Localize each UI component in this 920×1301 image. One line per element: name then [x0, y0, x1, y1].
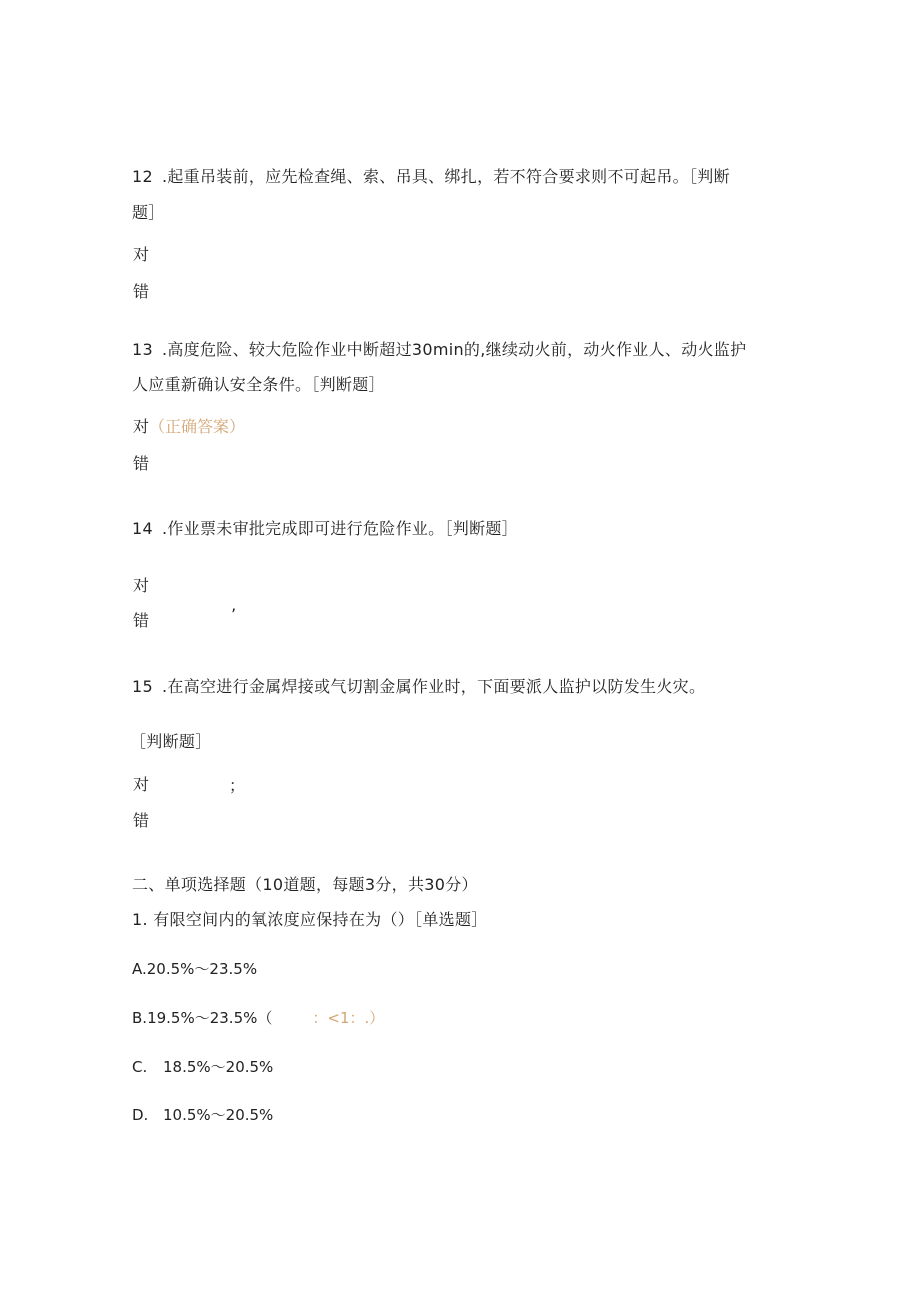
mc-question-text: 1. 有限空间内的氧浓度应保持在为（）［单选题］: [132, 910, 488, 929]
question-text: .在高空进行金属焊接或气切割金属作业时，下面要派人监护以防发生火灾。: [162, 677, 706, 696]
question-15-line-1: [132, 676, 705, 698]
question-number: 12: [132, 167, 153, 186]
choice-d[interactable]: [132, 1104, 273, 1126]
question-13-line-2: 人应重新确认安全条件。［判断题］: [132, 375, 385, 394]
question-number: 14: [132, 519, 153, 538]
choice-value: 19.5%～23.5%（: [147, 1009, 273, 1027]
choice-label: D.: [132, 1106, 149, 1124]
question-15-line-2: ［判断题］: [130, 732, 212, 751]
question-number: 13: [132, 340, 153, 359]
question-text: .高度危险、较大危险作业中断超过30min的,继续动火前，动火作业人、动火监护: [162, 340, 747, 359]
choice-value: 20.5%～23.5%: [146, 960, 258, 978]
option-true[interactable]: 对: [133, 245, 150, 264]
choice-value: 10.5%～20.5%: [163, 1106, 274, 1124]
question-14-line-1: [132, 518, 518, 540]
section-title: 二、单项选择题（10道题，每题3分，共30分）: [132, 875, 478, 894]
option-false[interactable]: 错: [133, 611, 150, 630]
correct-answer-note: ：<1：.）: [312, 1009, 385, 1027]
choice-label: C.: [132, 1058, 148, 1076]
choice-label: B.: [132, 1009, 148, 1027]
choice-label: A.: [132, 960, 147, 978]
question-12-line-1: [132, 166, 730, 188]
correct-answer-note: （正确答案）: [149, 417, 246, 436]
choice-c[interactable]: [132, 1056, 273, 1078]
stray-mark: ；: [229, 776, 246, 795]
option-false[interactable]: 错: [133, 811, 150, 830]
option-false[interactable]: 错: [133, 454, 150, 473]
question-text: .作业票未审批完成即可进行危险作业。［判断题］: [162, 519, 518, 538]
option-false[interactable]: 错: [133, 282, 150, 301]
option-label: 对: [133, 417, 150, 436]
choice-value: 18.5%～20.5%: [163, 1058, 274, 1076]
option-true[interactable]: 对: [133, 576, 150, 595]
question-number: 15: [132, 677, 153, 696]
option-true[interactable]: [133, 416, 245, 438]
choice-a[interactable]: [132, 958, 257, 980]
question-12-line-2: 题］: [132, 203, 165, 222]
option-true[interactable]: 对: [133, 775, 150, 794]
stray-mark: ’: [231, 605, 237, 624]
question-text: .起重吊装前，应先检查绳、索、吊具、绑扎，若不符合要求则不可起吊。［判断: [162, 167, 730, 186]
choice-b[interactable]: [132, 1007, 384, 1029]
question-13-line-1: [132, 339, 746, 361]
